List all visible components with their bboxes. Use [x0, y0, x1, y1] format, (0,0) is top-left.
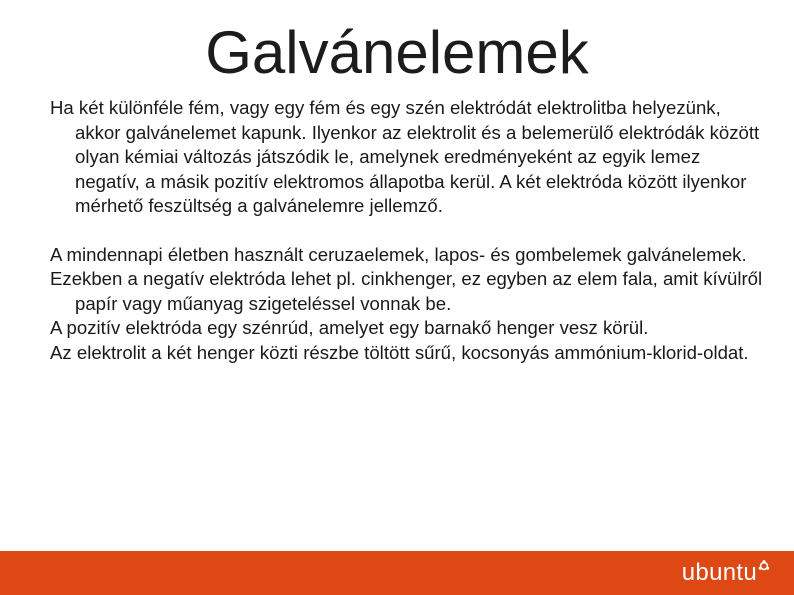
paragraph-negative-electrode: Ezekben a negatív elektróda lehet pl. cinkhenger, ez egyben az elem fala, amit kívülről papír vagy műanyag szigeteléssel vonnak be. — [50, 268, 763, 314]
paragraph-spacer — [50, 219, 770, 243]
footer-bar — [0, 551, 794, 595]
paragraph-intro: Ha két különféle fém, vagy egy fém és egy szén elektródát elektrolitba helyezünk, akkor galvánelemet kapunk. Ilyenkor az elektrolit és a belemerülő elektródák között olyan kémiai változás játszódik le, amelynek eredményeként az egyik lemez negatív, a másik pozitív elektromos állapotba kerül. A két elektróda között ilyenkor mérhető feszültség a galvánelemre jellemző. — [50, 97, 760, 216]
slide-title: Galvánelemek — [205, 19, 589, 86]
circle-of-friends-icon — [758, 560, 770, 572]
paragraph-electrolyte: Az elektrolit a két henger közti részbe töltött sűrű, kocsonyás ammónium-klorid-oldat. — [50, 341, 749, 363]
ubuntu-logo — [682, 555, 770, 591]
ubuntu-wordmark: ubuntu — [681, 559, 757, 586]
paragraph-everyday-batteries: A mindennapi életben használt ceruzaelemek, lapos- és gombelemek galvánelemek. — [50, 243, 747, 265]
slide-body — [50, 96, 770, 365]
paragraph-positive-electrode: A pozitív elektróda egy szénrúd, amelyet egy barnakő henger vesz körül. — [50, 317, 649, 338]
